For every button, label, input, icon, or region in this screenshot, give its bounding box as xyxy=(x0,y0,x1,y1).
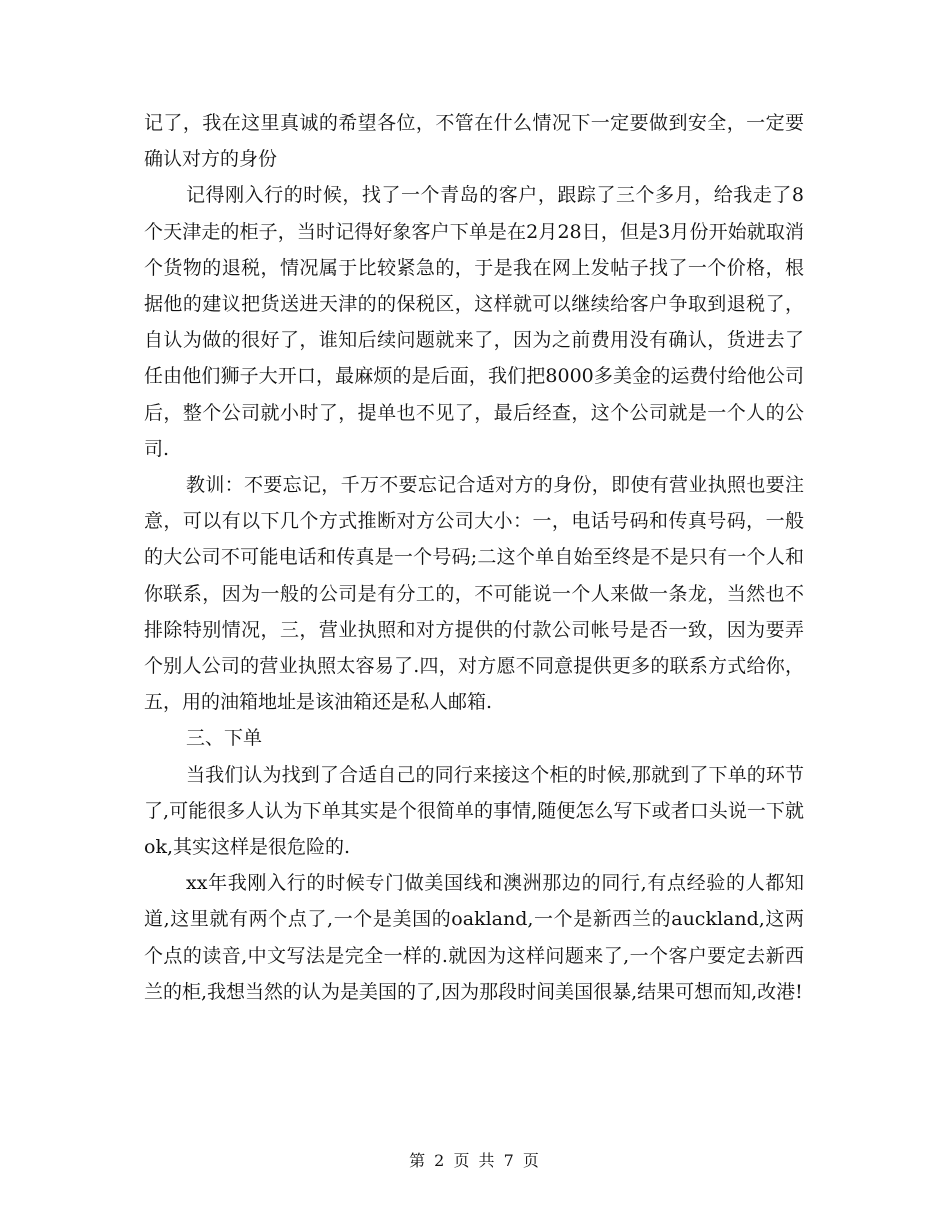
section-heading: 三、下单 xyxy=(186,727,263,750)
paragraph-3: 教训：不要忘记，千万不要忘记合适对方的身份，即使有营业执照也要注意，可以有以下几个方式推断对方公司大小：一，电话号码和传真号码，一般的大公司不可能电话和传真是一个号码;二这个单自始至终是不是只有一个人和你联系，因为一般的公司是有分工的，不可能说一个人来做一条龙，当然也不排除特别情况，三，营业执照和对方提供的付款公司帐号是否一致，因为要弄个别人公司的营业执照太容易了.四，对方愿不同意提供更多的联系方式给你，五，用的油箱地址是该油箱还是私人邮箱. xyxy=(144,474,804,714)
paragraph-1: 记了，我在这里真诚的希望各位，不管在什么情况下一定要做到安全，一定要确认对方的身份 xyxy=(144,112,804,171)
document-body xyxy=(144,105,804,1010)
paragraph-5: xx年我刚入行的时候专门做美国线和澳洲那边的同行,有点经验的人都知道,这里就有两个点了,一个是美国的oakland,一个是新西兰的auckland,这两个点的读音,中文写法是完全一样的.就因为这样问题来了,一个客户要定去新西兰的柜,我想当然的认为是美国的了,因为那段时间美国很暴,结果可想而知,改港! xyxy=(144,872,804,1003)
paragraph-4: 当我们认为找到了合适自己的同行来接这个柜的时候,那就到了下单的环节了,可能很多人认为下单其实是个很简单的事情,随便怎么写下或者口头说一下就ok,其实这样是很危险的. xyxy=(144,763,804,859)
paragraph-2: 记得刚入行的时候，找了一个青岛的客户，跟踪了三个多月，给我走了8个天津走的柜子，当时记得好象客户下单是在2月28日，但是3月份开始就取消个货物的退税，情况属于比较紧急的，于是我在网上发帖子找了一个价格，根据他的建议把货送进天津的的保税区，这样就可以继续给客户争取到退税了，自认为做的很好了，谁知后续问题就来了，因为之前费用没有确认，货进去了任由他们狮子大开口，最麻烦的是后面，我们把8000多美金的运费付给他公司后，整个公司就小时了，提单也不见了，最后经查，这个公司就是一个人的公司. xyxy=(144,184,804,460)
page-number-footer: 第 2 页 共 7 页 xyxy=(409,1151,541,1170)
